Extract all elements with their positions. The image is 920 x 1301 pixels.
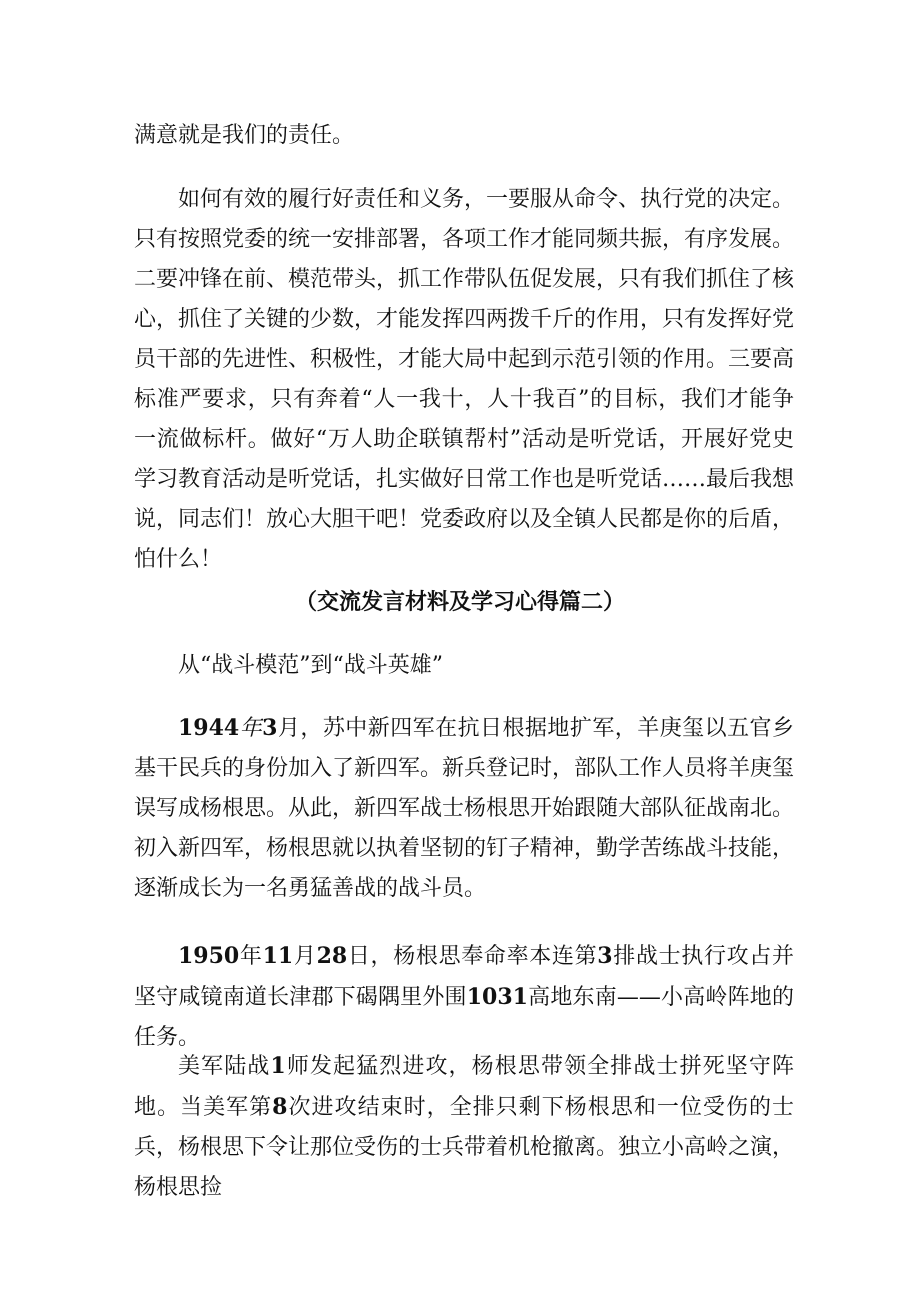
paragraph-3 [134,708,794,909]
paragraph-1: 满意就是我们的责任。 [134,123,355,148]
text-segment: 年 [239,944,263,969]
month-number: 3 [262,715,278,741]
hill-number: 1031 [466,984,528,1010]
month-number: 11 [262,943,294,969]
year-unit: 年 [239,716,263,741]
text-segment: 排战士执行攻占并坚守咸镜南道长津郡下碣隅里外围 [134,944,794,1010]
division-number: 1 [270,1053,286,1079]
paragraph-2: 如何有效的履行好责任和义务，一要服从命令、执行党的决定。只有按照党委的统一安排部署，各项工作才能同频共振，有序发展。二要冲锋在前、模范带头，抓工作带队伍促发展，只有我们抓住了核心，抓住了关键的少数，才能发挥四两拨千斤的作用，只有发挥好党员干部的先进性、积极性，才能大局中起到示范引领的作用。三要高标准严要求，只有奔着“人一我十，人十我百”的目标，我们才能争一流做标杆。做好“万人助企联镇帮村”活动是听党话，开展好党史学习教育活动是听党话，扎实做好日常工作也是听党话……最后我想说，同志们！放心大胆干吧！党委政府以及全镇人民都是你的后盾，怕什么！ [134,187,795,572]
paragraph-3-text: 月，苏中新四军在抗日根据地扩军，羊庚玺以五官乡基干民兵的身份加入了新四军。新兵登记时，部队工作人员将羊庚玺误写成杨根思。从此，新四军战士杨根思开始跟随大部队征战南北。初入新四军，杨根思就以执着坚韧的钉子精神，勤学苦练战斗技能，逐渐成长为一名勇猛善战的战斗员。 [134,716,795,901]
year-number: 1950 [178,943,240,969]
text-segment: 高地东南——小高岭阵地的任务。 [134,985,794,1050]
section-heading: （交流发言材料及学习心得篇二） [294,589,625,615]
text-segment: 次进攻结束时，全排只剩下杨根思和一位受伤的士兵，杨根思下令让那位受伤的士兵带着机枪撤离。独立小高岭之演，杨根思捡 [134,1095,795,1200]
paragraph-4 [134,936,794,1058]
year-number: 1944 [178,715,240,741]
text-segment: 师发起猛烈进攻，杨根思带领全排战士拼死坚守阵地。当美军第 [134,1054,794,1120]
section-subtitle: 从“战斗模范”到“战斗英雄” [178,653,443,678]
paragraph-5 [134,1046,794,1208]
attack-number: 8 [272,1094,288,1120]
text-segment: 月 [293,944,317,969]
text-segment: 日，杨根思奉命率本连第 [347,944,598,969]
platoon-number: 3 [597,943,613,969]
text-segment: 美军陆战 [178,1054,271,1079]
day-number: 28 [316,943,348,969]
